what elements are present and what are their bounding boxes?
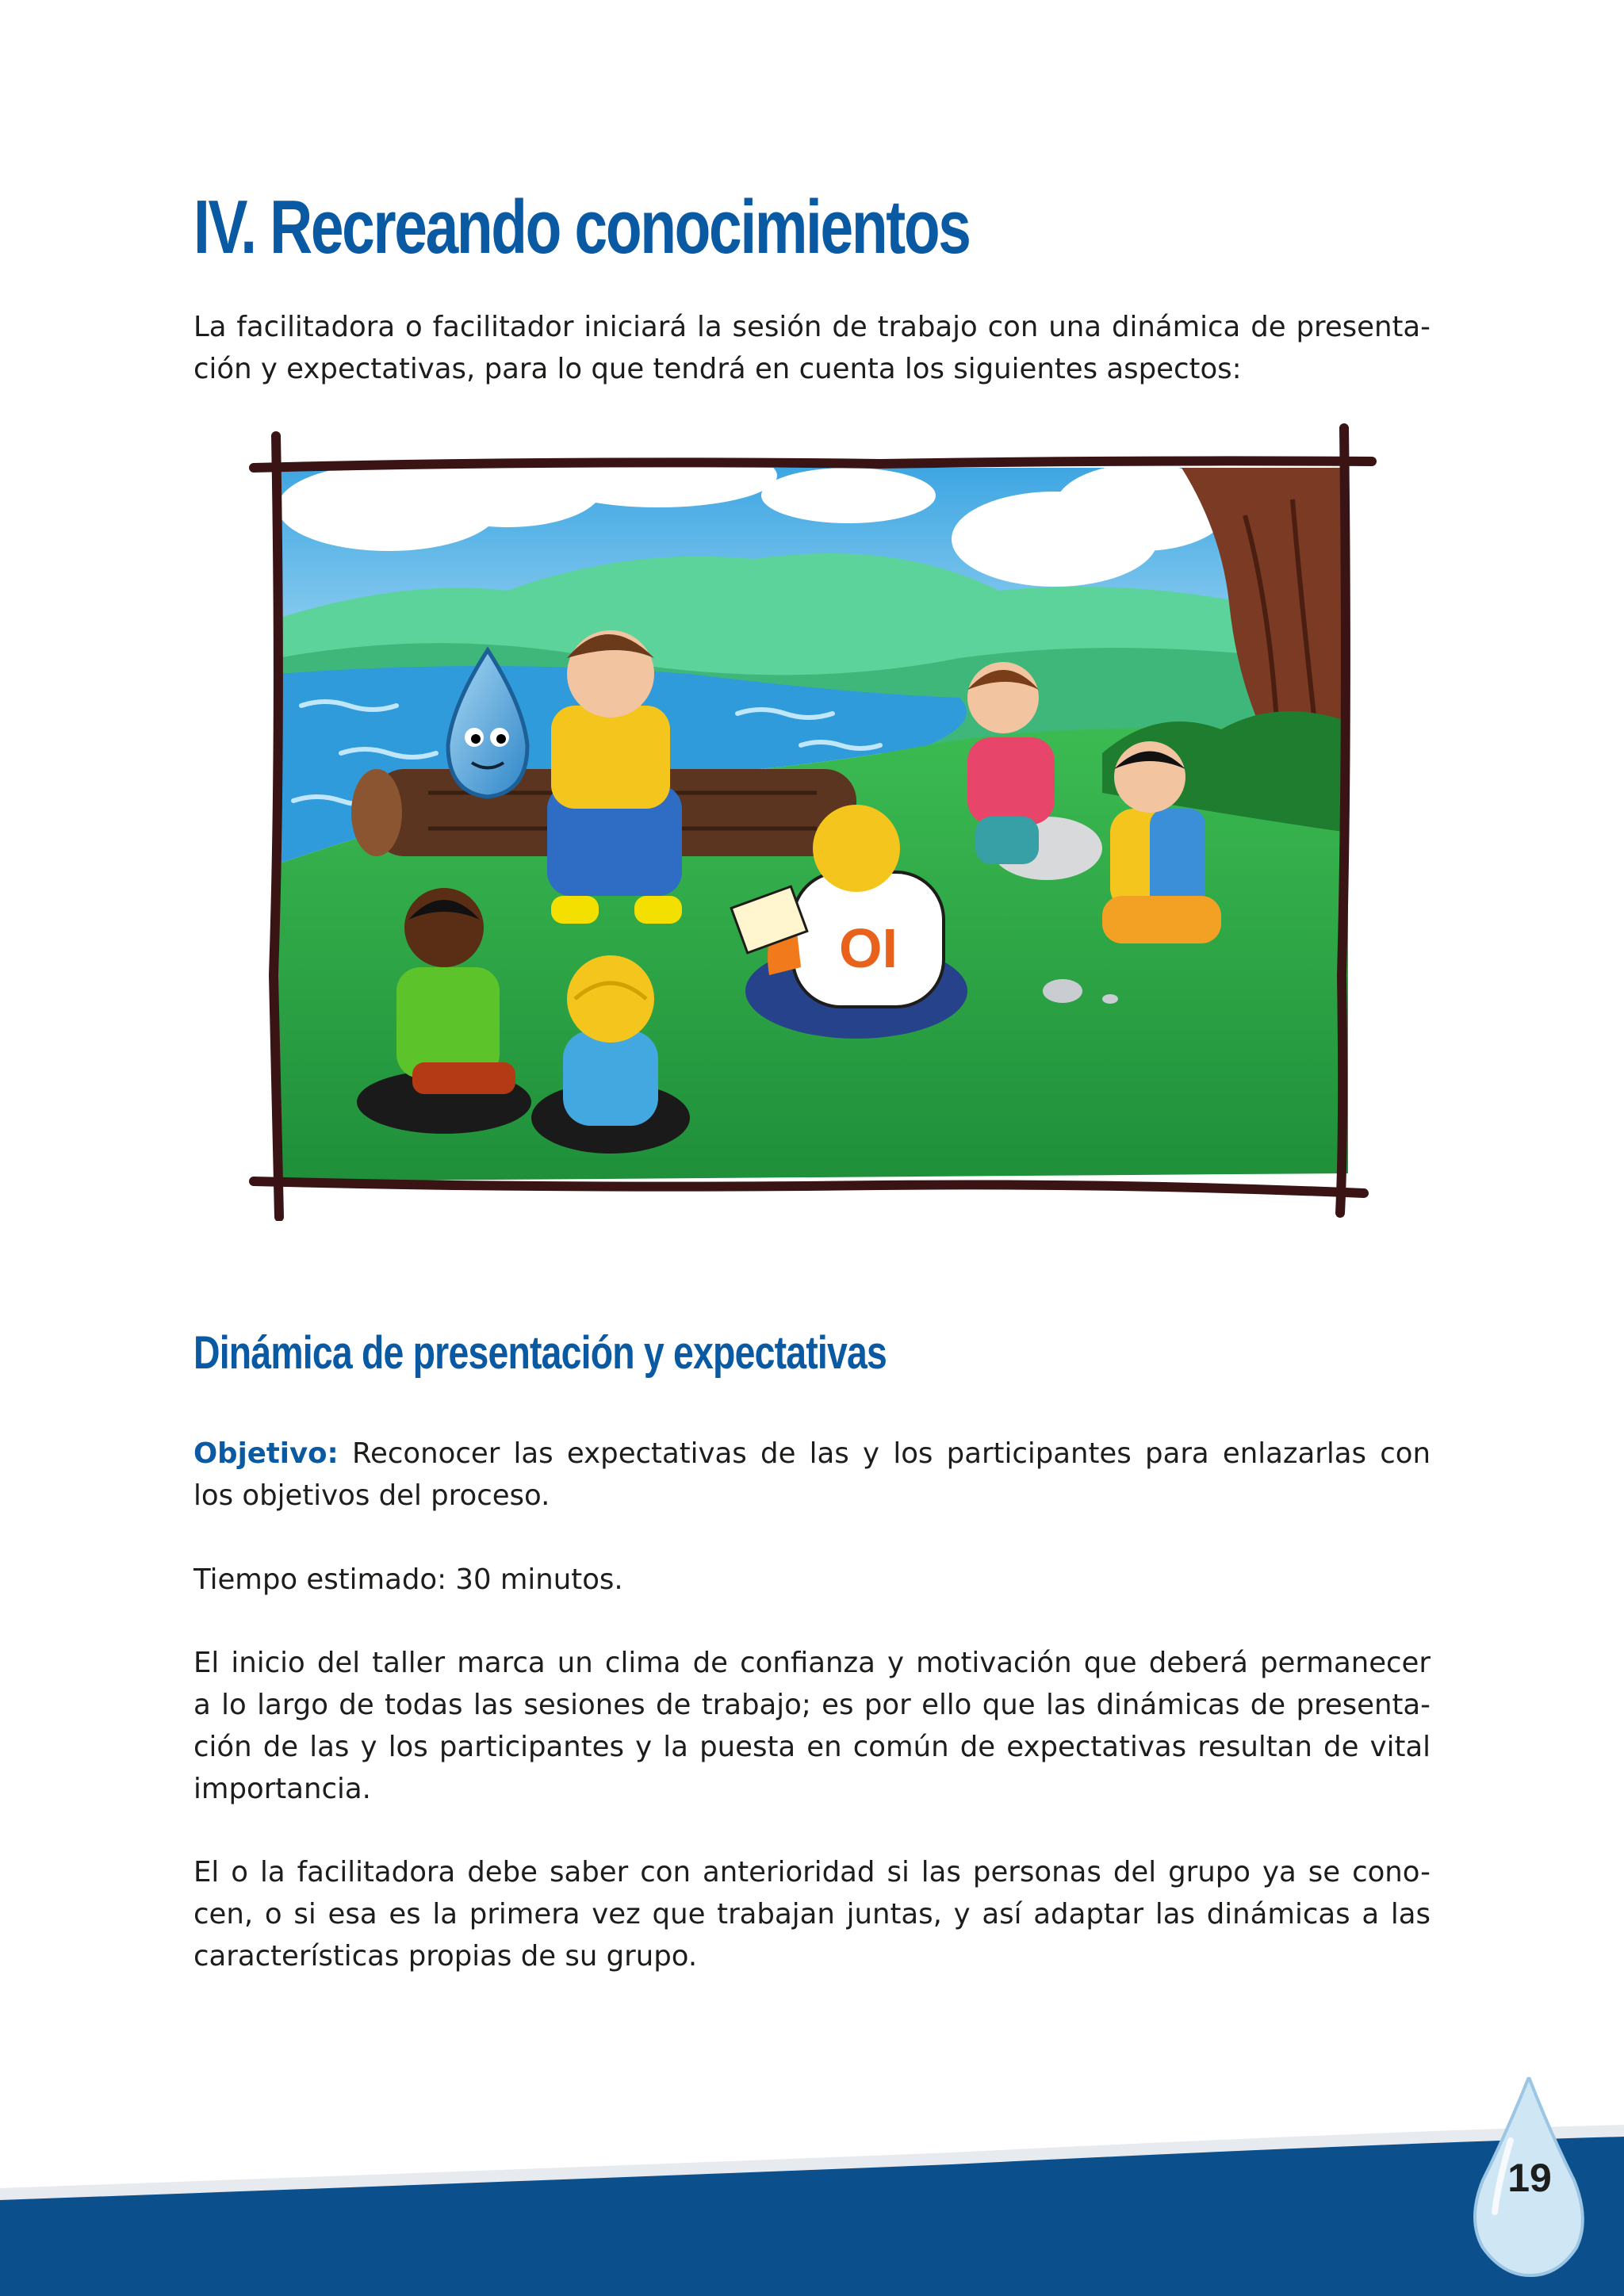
paragraph-line: a lo largo de todas las sesiones de trabajo; es por ello que las dinámicas de presenta- bbox=[193, 1689, 1431, 1721]
objective-text: Reconocer las expectativas de las y los participantes para enlazarlas con bbox=[338, 1437, 1431, 1470]
section-title: Dinámica de presentación y expectativas bbox=[193, 1327, 887, 1379]
paragraph-line: El o la facilitadora debe saber con anterioridad si las personas del grupo ya se cono- bbox=[193, 1856, 1431, 1888]
shirt-letters: OI bbox=[839, 917, 898, 979]
time-estimate: Tiempo estimado: 30 minutos. bbox=[193, 1563, 623, 1596]
workshop-illustration bbox=[246, 420, 1380, 1221]
paragraph-line: cen, o si esa es la primera vez que trabajan juntas, y así adaptar las dinámicas a las bbox=[193, 1898, 1431, 1931]
objective-paragraph bbox=[193, 1433, 1431, 1517]
intro-paragraph bbox=[193, 306, 1431, 390]
footer-band bbox=[0, 2077, 1624, 2296]
paragraph-line: El inicio del taller marca un clima de confianza y motivación que deberá permanecer bbox=[193, 1647, 1431, 1679]
paragraph-line: importancia. bbox=[193, 1773, 371, 1805]
objective-line: los objetivos del proceso. bbox=[193, 1479, 550, 1512]
objective-line bbox=[193, 1433, 1431, 1475]
paragraph-line: características propias de su grupo. bbox=[193, 1940, 698, 1973]
paragraph-2 bbox=[193, 1851, 1431, 1977]
paragraph-1 bbox=[193, 1642, 1431, 1810]
objective-label: Objetivo: bbox=[193, 1437, 339, 1470]
intro-line: La facilitadora o facilitador iniciará la sesión de trabajo con una dinámica de presenta- bbox=[193, 311, 1431, 343]
chapter-title: IV. Recreando conocimientos bbox=[193, 185, 970, 270]
page-number: 19 bbox=[1507, 2156, 1552, 2200]
intro-line: ción y expectativas, para lo que tendrá en cuenta los siguientes aspectos: bbox=[193, 353, 1242, 385]
paragraph-line: ción de las y los participantes y la puesta en común de expectativas resultan de vital bbox=[193, 1731, 1431, 1763]
